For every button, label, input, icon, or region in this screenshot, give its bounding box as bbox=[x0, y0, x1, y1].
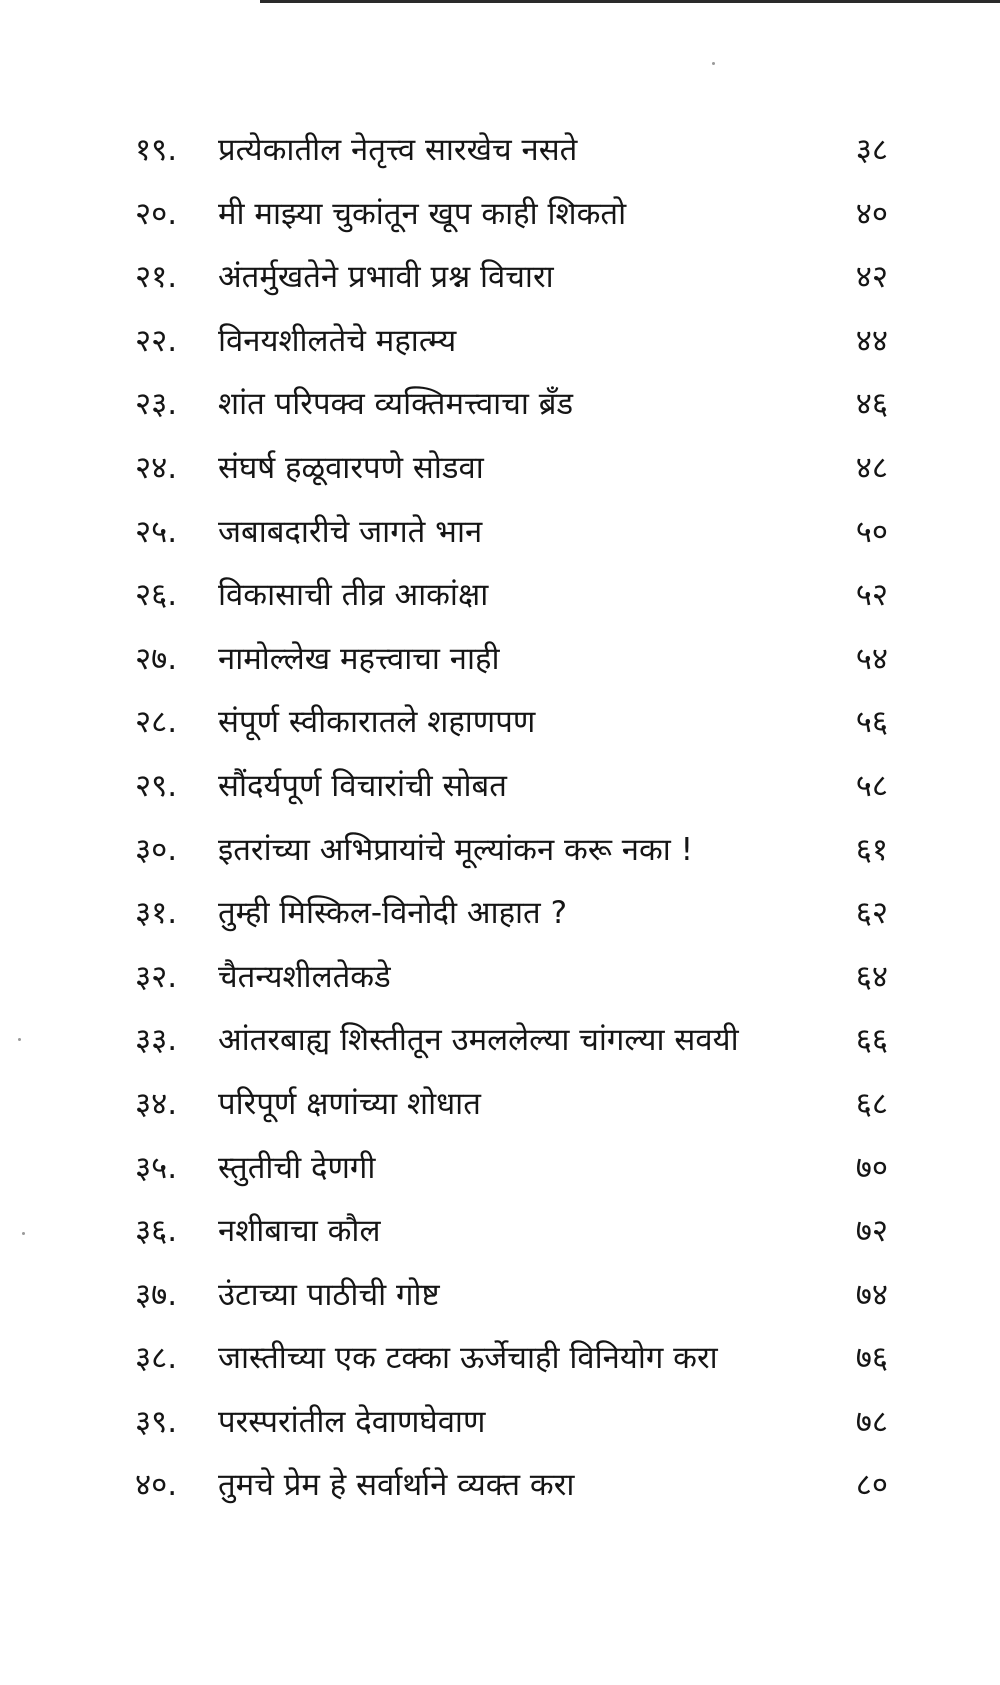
chapter-title: विकासाची तीव्र आकांक्षा bbox=[218, 577, 489, 614]
chapter-title: अंतर्मुखतेने प्रभावी प्रश्न विचारा bbox=[218, 259, 554, 296]
toc-entry bbox=[0, 702, 1000, 766]
toc-entry bbox=[0, 766, 1000, 830]
page-number: ६६ bbox=[855, 1022, 888, 1059]
chapter-number: ३८. bbox=[135, 1340, 178, 1377]
toc-entry bbox=[0, 512, 1000, 576]
chapter-number: २८. bbox=[135, 704, 178, 741]
chapter-number: ३९. bbox=[135, 1403, 178, 1440]
toc-entry bbox=[0, 321, 1000, 385]
chapter-title: विनयशीलतेचे महात्म्य bbox=[218, 322, 457, 359]
chapter-number: २३. bbox=[135, 386, 178, 423]
chapter-number: ४०. bbox=[135, 1467, 178, 1504]
chapter-number: २२. bbox=[135, 322, 178, 359]
chapter-title: नशीबाचा कौल bbox=[218, 1213, 381, 1250]
chapter-number: ३६. bbox=[135, 1213, 178, 1250]
page-number: ५८ bbox=[855, 767, 888, 804]
page-number: ८० bbox=[855, 1467, 888, 1504]
page-number: ६४ bbox=[855, 958, 888, 995]
page-number: ४६ bbox=[855, 386, 888, 423]
toc-entry bbox=[0, 957, 1000, 1021]
page-number: ५२ bbox=[855, 577, 888, 614]
page-number: ५६ bbox=[855, 704, 888, 741]
chapter-title: तुम्ही मिस्किल-विनोदी आहात ? bbox=[218, 895, 568, 932]
chapter-title: शांत परिपक्व व्यक्तिमत्त्वाचा ब्रँड bbox=[218, 386, 574, 423]
toc-entry bbox=[0, 575, 1000, 639]
chapter-number: २४. bbox=[135, 449, 178, 486]
chapter-number: ३४. bbox=[135, 1085, 178, 1122]
toc-entry bbox=[0, 1275, 1000, 1339]
page-number: ७८ bbox=[855, 1403, 888, 1440]
toc-entry bbox=[0, 194, 1000, 258]
chapter-number: ३७. bbox=[135, 1276, 178, 1313]
chapter-title: स्तुतीची देणगी bbox=[218, 1149, 376, 1186]
page-number: ५० bbox=[855, 513, 888, 550]
chapter-number: २५. bbox=[135, 513, 178, 550]
page-number: ६१ bbox=[855, 831, 888, 868]
chapter-number: १९. bbox=[135, 132, 178, 168]
chapter-title: उंटाच्या पाठीची गोष्ट bbox=[218, 1276, 440, 1313]
chapter-number: २९. bbox=[135, 767, 178, 804]
chapter-number: ३५. bbox=[135, 1149, 178, 1186]
chapter-title: संपूर्ण स्वीकारातले शहाणपण bbox=[218, 704, 536, 741]
chapter-number: २६. bbox=[135, 577, 178, 614]
chapter-title: नामोल्लेख महत्त्वाचा नाही bbox=[218, 640, 500, 677]
toc-entry bbox=[0, 448, 1000, 512]
chapter-title: परिपूर्ण क्षणांच्या शोधात bbox=[218, 1085, 481, 1122]
page-number: ४८ bbox=[855, 449, 888, 486]
toc-entry bbox=[0, 1211, 1000, 1275]
toc-entry bbox=[0, 130, 1000, 194]
chapter-number: ३१. bbox=[135, 895, 178, 932]
toc-entry bbox=[0, 893, 1000, 957]
chapter-number: २०. bbox=[135, 195, 178, 232]
page-number: ४२ bbox=[855, 259, 888, 296]
toc-entry bbox=[0, 384, 1000, 448]
page-number: ७४ bbox=[855, 1276, 888, 1313]
page-number: ३८ bbox=[855, 132, 888, 168]
chapter-title: आंतरबाह्य शिस्तीतून उमललेल्या चांगल्या सवयी bbox=[218, 1022, 739, 1059]
chapter-title: प्रत्येकातील नेतृत्त्व सारखेच नसते bbox=[218, 132, 578, 168]
chapter-title: जबाबदारीचे जागते भान bbox=[218, 513, 483, 550]
chapter-title: इतरांच्या अभिप्रायांचे मूल्यांकन करू नका ! bbox=[218, 831, 694, 868]
chapter-title: चैतन्यशीलतेकडे bbox=[218, 958, 391, 995]
toc-entry bbox=[0, 1465, 1000, 1529]
toc-entry bbox=[0, 639, 1000, 703]
page-number: ७० bbox=[855, 1149, 888, 1186]
chapter-number: २१. bbox=[135, 259, 178, 296]
chapter-number: ३०. bbox=[135, 831, 178, 868]
page-number: ६२ bbox=[855, 895, 888, 932]
chapter-title: मी माझ्या चुकांतून खूप काही शिकतो bbox=[218, 195, 627, 232]
toc-entry bbox=[0, 1084, 1000, 1148]
chapter-number: ३२. bbox=[135, 958, 178, 995]
toc-entry bbox=[0, 830, 1000, 894]
chapter-number: २७. bbox=[135, 640, 178, 677]
page-number: ७६ bbox=[855, 1340, 888, 1377]
toc-entry bbox=[0, 1338, 1000, 1402]
page-number: ४० bbox=[855, 195, 888, 232]
page-number: ७२ bbox=[855, 1213, 888, 1250]
table-of-contents bbox=[0, 130, 1000, 1529]
toc-entry bbox=[0, 257, 1000, 321]
chapter-title: संघर्ष हळूवारपणे सोडवा bbox=[218, 449, 484, 486]
chapter-title: परस्परांतील देवाणघेवाण bbox=[218, 1403, 486, 1440]
chapter-title: तुमचे प्रेम हे सर्वार्थाने व्यक्त करा bbox=[218, 1467, 575, 1504]
toc-entry bbox=[0, 1020, 1000, 1084]
page-number: ४४ bbox=[855, 322, 888, 359]
page-number: ५४ bbox=[855, 640, 888, 677]
chapter-number: ३३. bbox=[135, 1022, 178, 1059]
chapter-title: जास्तीच्या एक टक्का ऊर्जेचाही विनियोग करा bbox=[218, 1340, 718, 1377]
page-number: ६८ bbox=[855, 1085, 888, 1122]
toc-entry bbox=[0, 1148, 1000, 1212]
paper-speck bbox=[712, 62, 715, 65]
toc-entry bbox=[0, 1402, 1000, 1466]
chapter-title: सौंदर्यपूर्ण विचारांची सोबत bbox=[218, 767, 507, 804]
top-border-line bbox=[260, 0, 1000, 3]
